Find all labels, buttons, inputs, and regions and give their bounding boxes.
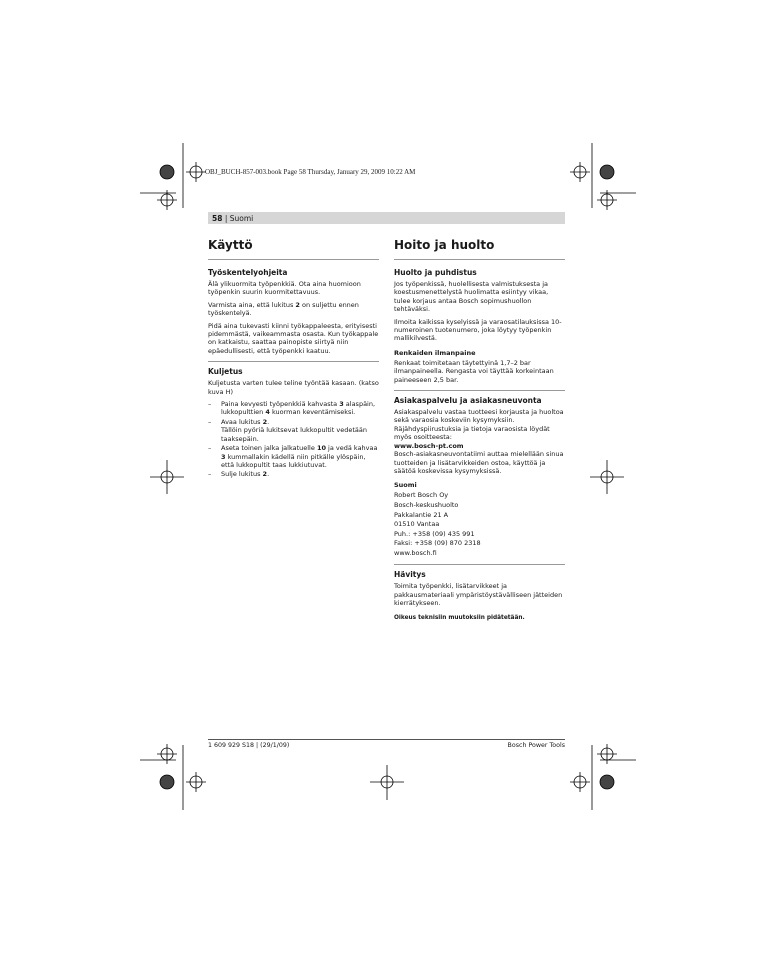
address-line: Faksi: +358 (09) 870 2318 [394, 539, 481, 548]
transport-steps [208, 400, 379, 479]
paragraph: Varmista aina, että lukitus 2 on suljettu ennen työskentelyä. [208, 300, 359, 318]
paragraph: Älä ylikuormita työpenkkiä. Ota aina huomioon työpenkin suurin kuormitettavuus. [208, 280, 361, 297]
left-column [208, 238, 379, 480]
address-line: Robert Bosch Oy [394, 491, 449, 500]
address-line: Puh.: +358 (09) 435 991 [394, 529, 475, 538]
list-item: – Aseta toinen jalka jalkatuelle 10 ja vedä kahvaa 3 kummallakin kädellä niin pitkälle ylöspäin, että lukkopultit taas lukkiutuvat. [208, 444, 378, 469]
address-block [394, 491, 565, 558]
paragraph: Kuljetusta varten tulee teline työntää kasaan. (katso kuva H) [208, 379, 379, 396]
section-title-kaytto: Käyttö [208, 238, 379, 260]
paragraph: Bosch-asiakasneuvontatiimi auttaa mielellään sinua tuotteiden ja lisätarvikkeiden ostoa, käyttöä ja säätöä koskevissa kysymyksissä. [394, 450, 564, 475]
header-section: Suomi [229, 214, 254, 223]
heading-huolto: Huolto ja puhdistus [394, 268, 477, 277]
heading-kuljetus: Kuljetus [208, 361, 379, 376]
address-line: 01510 Vantaa [394, 520, 440, 529]
paragraph: Renkaat toimitetaan täytettyinä 1,7–2 bar ilmanpaineella. Rengasta voi täyttää korkeintaan paineeseen 2,5 bar. [394, 358, 554, 384]
page-number: 58 [212, 214, 223, 223]
header-separator: | [224, 214, 228, 223]
subheading-renkaat: Renkaiden ilmanpaine [394, 348, 476, 357]
paragraph: Toimita työpenkki, lisätarvikkeet ja pakkausmateriaali ympäristöystävälliseen jätteiden kierrätykseen. [394, 582, 563, 608]
heading-asiakaspalvelu: Asiakaspalvelu ja asiakasneuvonta [394, 390, 565, 405]
footer-rule [208, 739, 565, 740]
footer-left: 1 609 929 S18 | (29/1/09) [208, 742, 290, 749]
paragraph: Jos työpenkissä, huolellisesta valmistuksesta ja koestusmenettelystä huolimatta esiintyy vikaa, tulee korjaus antaa Bosch sopimushuollon tehtäväksi. [394, 280, 549, 314]
right-column [394, 238, 565, 622]
address-line: Pakkalantie 21 A [394, 510, 449, 519]
rights-note: Oikeus teknisiin muutoksiin pidätetään. [394, 614, 525, 621]
page-header-bar [208, 212, 565, 224]
page-header [212, 214, 253, 223]
paragraph: Pidä aina tukevasti kiinni työkappaleesta, erityisesti pidemmästä, vaikeammasta osasta. Kun työkappale on katkaistu, saattaa painopiste siirtyä niin epäedullisesti, että työpenkki kaatuu. [208, 321, 379, 355]
list-item: – Avaa lukitus 2. Tällöin pyöriä lukitsevat lukkopultit vedetään taaksepäin. [208, 417, 367, 443]
bosch-url-link[interactable]: www.bosch-pt.com [394, 441, 464, 450]
paragraph: Ilmoita kaikissa kyselyissä ja varaosatilauksissa 10-numeroinen tuotenumero, joka löytyy työpenkin mallikilvestä. [394, 317, 562, 343]
heading-havitys: Hävitys [394, 564, 565, 579]
print-slug: OBJ_BUCH-857-003.book Page 58 Thursday, January 29, 2009 10:22 AM [205, 168, 416, 176]
paragraph: Asiakaspalvelu vastaa tuotteesi korjausta ja huoltoa sekä varaosia koskeviin kysymyksiin. Räjähdyspiirustuksia ja tietoja varaosista löydät myös osoitteesta: [394, 408, 564, 442]
country-label: Suomi [394, 481, 417, 490]
section-title-hoito: Hoito ja huolto [394, 238, 565, 260]
address-line: www.bosch.fi [394, 548, 437, 557]
heading-tyoskentelyohjeita: Työskentelyohjeita [208, 268, 288, 277]
footer-right: Bosch Power Tools [507, 742, 565, 749]
address-line: Bosch-keskushuolto [394, 500, 459, 509]
list-item: – Paina kevyesti työpenkkiä kahvasta 3 alaspäin, lukkopulttien 4 kuorman keventämiseksi. [208, 400, 376, 417]
list-item: – Sulje lukitus 2. [208, 470, 270, 479]
